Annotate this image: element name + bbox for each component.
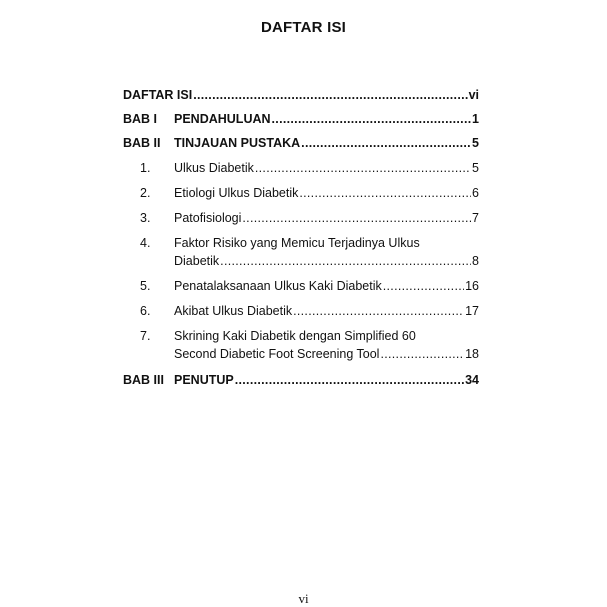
chapter-page: 1	[472, 112, 479, 126]
section-page: 16	[465, 279, 479, 293]
chapter-title: PENDAHULUAN	[174, 112, 271, 126]
chapter-number: BAB II	[123, 136, 161, 150]
toc-entry-page: vi	[468, 88, 479, 102]
section-number: 4.	[140, 236, 151, 250]
section-page: 18	[465, 347, 479, 361]
section-page: 8	[472, 254, 479, 268]
dot-leader	[255, 159, 471, 177]
section-title-line: Faktor Risiko yang Memicu Terjadinya Ulkus	[174, 236, 420, 250]
dot-leader	[220, 252, 471, 270]
section-title: Penatalaksanaan Ulkus Kaki Diabetik	[174, 279, 382, 293]
section-page: 6	[472, 186, 479, 200]
dot-leader	[301, 134, 471, 152]
dot-leader	[383, 277, 464, 295]
section-title-line: Skrining Kaki Diabetik dengan Simplified 60	[174, 329, 416, 343]
section-title: Second Diabetic Foot Screening Tool	[174, 347, 380, 361]
section-title: Patofisiologi	[174, 211, 242, 225]
section-title: Etiologi Ulkus Diabetik	[174, 186, 299, 200]
dot-leader	[242, 209, 471, 227]
section-number: 3.	[140, 211, 151, 225]
chapter-page: 5	[472, 136, 479, 150]
section-entry-4	[123, 234, 479, 272]
section-number: 7.	[140, 329, 151, 343]
section-title: Diabetik	[174, 254, 220, 268]
chapter-title: PENUTUP	[174, 373, 234, 387]
chapter-title: TINJAUAN PUSTAKA	[174, 136, 301, 150]
page-number: vi	[298, 591, 309, 606]
dot-leader	[235, 371, 464, 389]
section-number: 6.	[140, 304, 151, 318]
chapter-page: 34	[465, 373, 479, 387]
section-number: 2.	[140, 186, 151, 200]
chapter-number: BAB III	[123, 373, 164, 387]
dot-leader	[299, 184, 471, 202]
page-title: DAFTAR ISI	[260, 19, 347, 36]
dot-leader	[293, 302, 464, 320]
toc-entry-title: DAFTAR ISI	[123, 88, 193, 102]
section-title: Ulkus Diabetik	[174, 161, 254, 175]
section-page: 17	[465, 304, 479, 318]
chapter-number: BAB I	[123, 112, 158, 126]
dot-leader	[272, 110, 472, 128]
section-page: 5	[472, 161, 479, 175]
section-page: 7	[472, 211, 479, 225]
dot-leader	[380, 345, 464, 363]
dot-leader	[193, 86, 467, 104]
section-number: 1.	[140, 161, 151, 175]
section-number: 5.	[140, 279, 151, 293]
section-entry-7	[123, 327, 479, 365]
section-title: Akibat Ulkus Diabetik	[174, 304, 293, 318]
